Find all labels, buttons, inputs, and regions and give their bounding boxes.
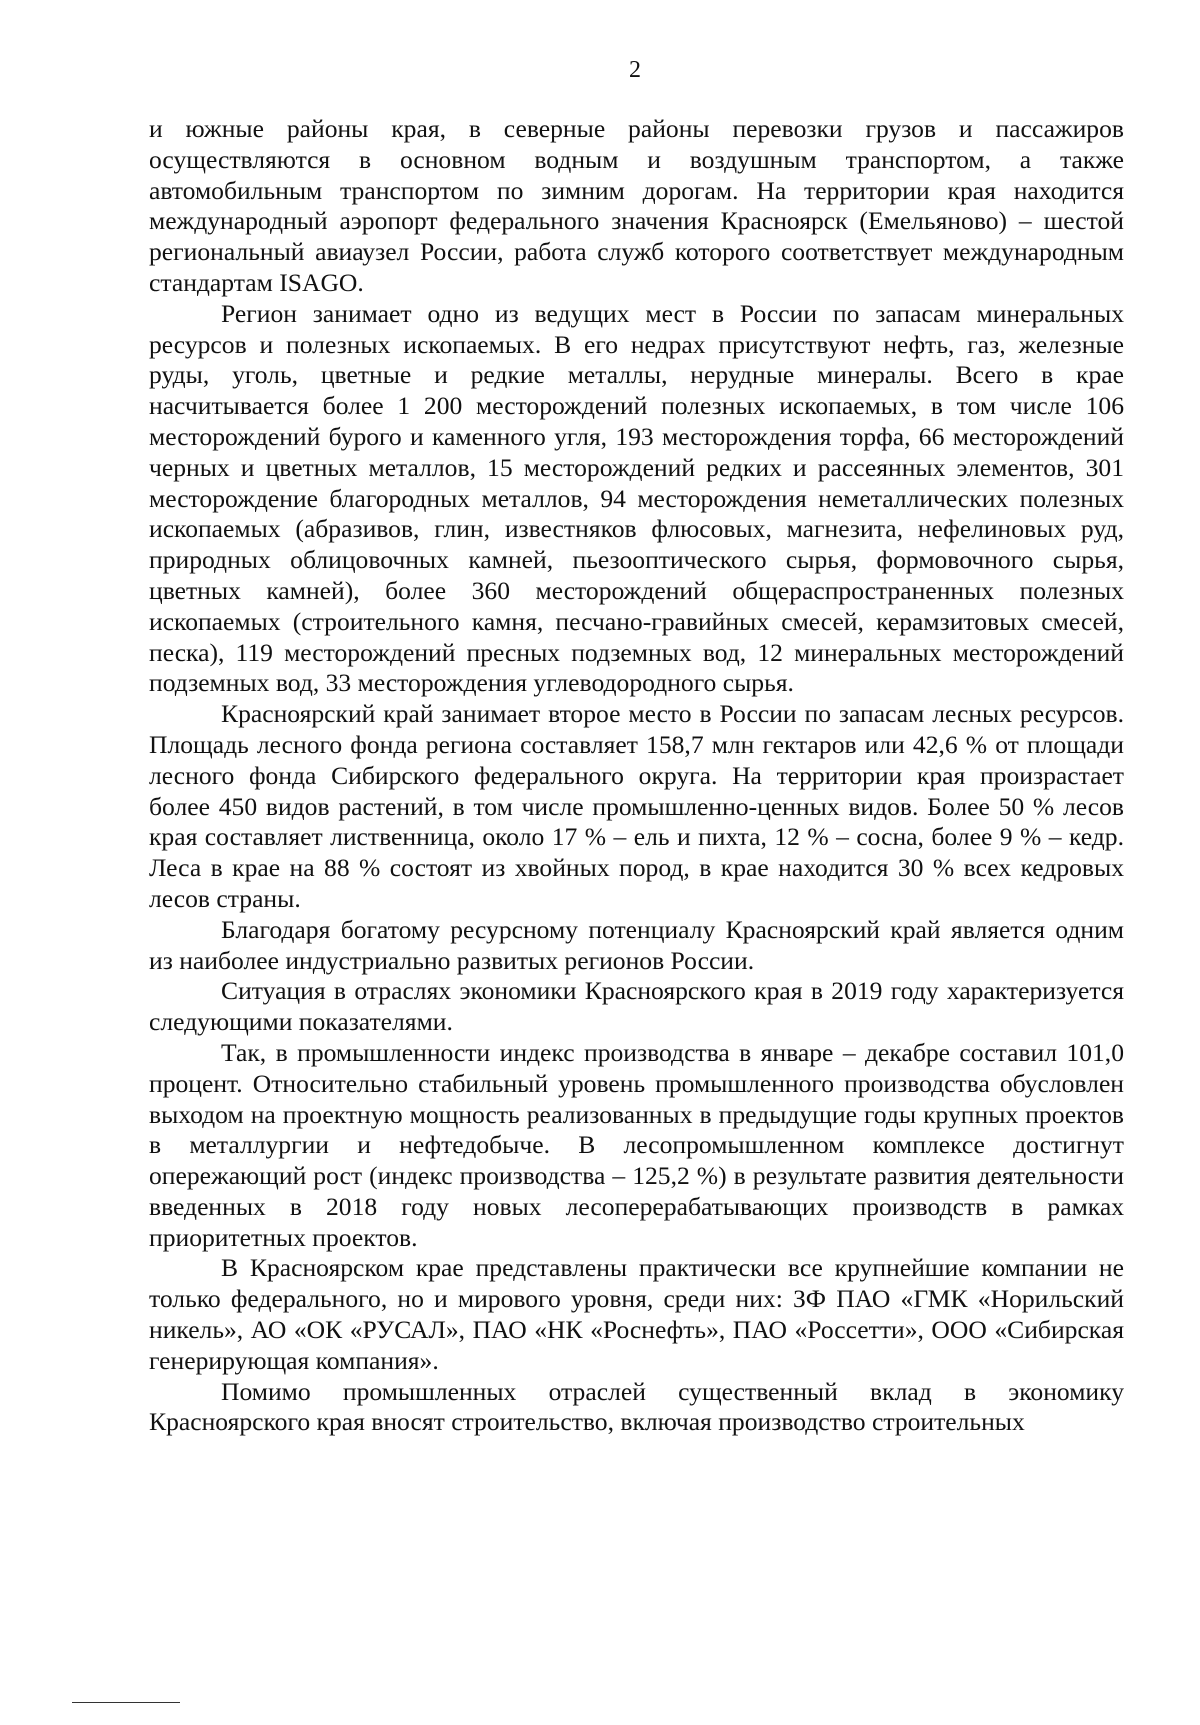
paragraph-transport-continuation: и южные районы края, в северные районы перевозки грузов и пассажиров осуществляются в основном водным и воздушным транспортом, а также автомобильным транспортом по зимним дорогам. На территории края находится международный аэропорт федерального значения Красноярск (Емельяново) – шестой региональный авиаузел России, работа служб которого соответствует международным стандартам ISAGO. bbox=[149, 114, 1124, 297]
paragraph-forest-resources: Красноярский край занимает второе место в России по запасам лесных ресурсов. Площадь лесного фонда региона составляет 158,7 млн гектаров или 42,6 % от площади лесного фонда Сибирского федерального округа. На территории края произрастает более 450 видов растений, в том числе промышленно-ценных видов. Более 50 % лесов края составляет лиственница, около 17 % – ель и пихта, 12 % – сосна, более 9 % – кедр. Леса в крае на 88 % состоят из хвойных пород, в крае находится 30 % всех кедровых лесов страны. bbox=[149, 699, 1124, 913]
paragraph-industry-index: Так, в промышленности индекс производства в январе – декабре составил 101,0 процент. Относительно стабильный уровень промышленного производства обусловлен выходом на проектную мощность реализованных в предыдущие годы крупных проектов в металлургии и нефтедобыче. В лесопромышленном комплексе достигнут опережающий рост (индекс производства – 125,2 %) в результате развития деятельности введенных в 2018 году новых лесоперерабатывающих производств в рамках приоритетных проектов. bbox=[149, 1037, 1124, 1252]
footer-rule bbox=[72, 1702, 180, 1703]
document-body bbox=[149, 114, 1124, 1438]
paragraph-construction: Помимо промышленных отраслей существенный вклад в экономику Красноярского края вносят строительство, включая производство строительных bbox=[149, 1376, 1124, 1437]
paragraph-economic-situation: Ситуация в отраслях экономики Красноярского края в 2019 году характеризуется следующими показателями. bbox=[149, 976, 1124, 1037]
paragraph-mineral-resources: Регион занимает одно из ведущих мест в России по запасам минеральных ресурсов и полезных ископаемых. В его недрах присутствуют нефть, газ, железные руды, уголь, цветные и редкие металлы, нерудные минералы. Всего в крае насчитывается более 1 200 месторождений полезных ископаемых, в том числе 106 месторождений бурого и каменного угля, 193 месторождения торфа, 66 месторождений черных и цветных металлов, 15 месторождений редких и рассеянных элементов, 301 месторождение благородных металлов, 94 месторождения неметаллических полезных ископаемых (абразивов, глин, известняков флюсовых, магнезита, нефелиновых руд, природных облицовочных камней, пьезооптического сырья, формовочного сырья, цветных камней), более 360 месторождений общераспространенных полезных ископаемых (строительного камня, песчано-гравийных смесей, керамзитовых смесей, песка), 119 месторождений пресных подземных вод, 12 минеральных месторождений подземных вод, 33 месторождения углеводородного сырья. bbox=[149, 298, 1124, 698]
paragraph-major-companies: В Красноярском крае представлены практически все крупнейшие компании не только федерального, но и мирового уровня, среди них: ЗФ ПАО «ГМК «Норильский никель», АО «ОК «РУСАЛ», ПАО «НК «Роснефть», ПАО «Россетти», ООО «Сибирская генерирующая компания». bbox=[149, 1253, 1124, 1375]
page-number: 2 bbox=[629, 57, 641, 83]
paragraph-industrial-development: Благодаря богатому ресурсному потенциалу Красноярский край является одним из наиболее индустриально развитых регионов России. bbox=[149, 914, 1124, 975]
